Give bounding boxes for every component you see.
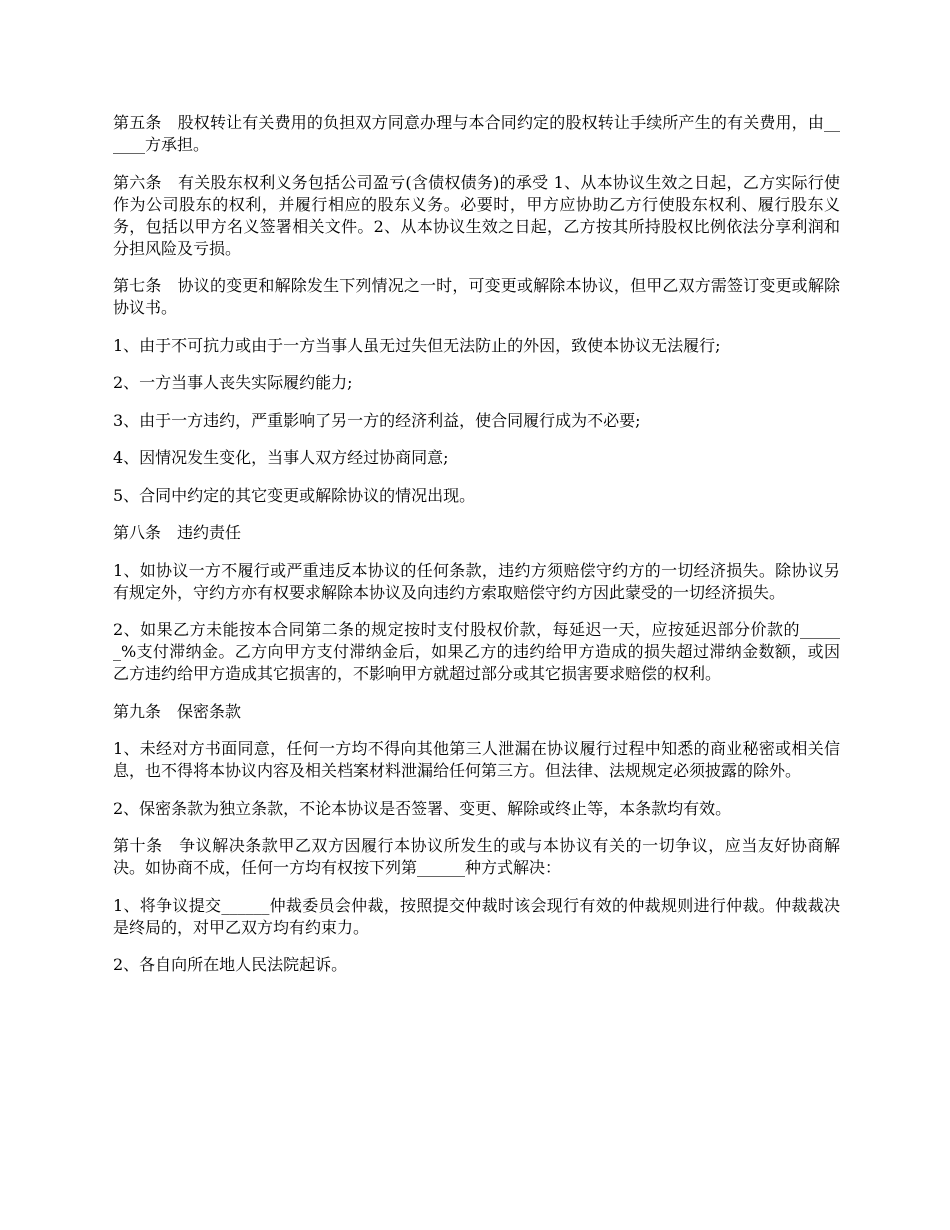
article-8-item-2: 2、如果乙方未能按本合同第二条的规定按时支付股权价款，每延迟一天，应按延迟部分价款的______%支付滞纳金。乙方向甲方支付滞纳金后，如果乙方的违约给甲方造成的损失超过滞纳金数额，或因乙方违约给甲方造成其它损害的，不影响甲方就超过部分或其它损害要求赔偿的权利。 bbox=[113, 620, 840, 683]
article-9-item-2: 2、保密条款为独立条款，不论本协议是否签署、变更、解除或终止等，本条款均有效。 bbox=[113, 798, 732, 818]
article-7-item-1: 1、由于不可抗力或由于一方当事人虽无过失但无法防止的外因，致使本协议无法履行; bbox=[113, 335, 721, 355]
article-7-change-termination: 第七条 协议的变更和解除发生下列情况之一时，可变更或解除本协议，但甲乙双方需签订变更或解除协议书。 bbox=[113, 276, 840, 317]
article-7-item-5: 5、合同中约定的其它变更或解除协议的情况出现。 bbox=[113, 485, 476, 505]
document-body bbox=[113, 112, 840, 992]
article-7-item-4: 4、因情况发生变化，当事人双方经过协商同意; bbox=[113, 448, 449, 467]
article-7-item-2: 2、一方当事人丧失实际履约能力; bbox=[113, 373, 353, 392]
article-7-item-3: 3、由于一方违约，严重影响了另一方的经济利益，使合同履行成为不必要; bbox=[113, 410, 641, 430]
article-8-heading: 第八条 违约责任 bbox=[113, 523, 242, 542]
article-5-fees: 第五条 股权转让有关费用的负担双方同意办理与本合同约定的股权转让手续所产生的有关费用，由______方承担。 bbox=[113, 113, 840, 154]
article-8-item-1: 1、如协议一方不履行或严重违反本协议的任何条款，违约方须赔偿守约方的一切经济损失。除协议另有规定外，守约方亦有权要求解除本协议及向违约方索取赔偿守约方因此蒙受的一切经济损失。 bbox=[113, 560, 840, 602]
article-10-item-1: 1、将争议提交______仲裁委员会仲裁，按照提交仲裁时该会现行有效的仲裁规则进行仲裁。仲裁裁决是终局的，对甲乙双方均有约束力。 bbox=[113, 895, 840, 937]
article-10-item-2: 2、各自向所在地人民法院起诉。 bbox=[113, 955, 348, 974]
article-6-rights-obligations: 第六条 有关股东权利义务包括公司盈亏(含债权债务)的承受 1、从本协议生效之日起，乙方实际行使作为公司股东的权利，并履行相应的股东义务。必要时，甲方应协助乙方行使股东权利、履行股东义务，包括以甲方名义签署相关文件。2、从本协议生效之日起，乙方按其所持股权比例依法分享利润和分担风险及亏损。 bbox=[113, 172, 840, 258]
article-9-item-1: 1、未经对方书面同意，任何一方均不得向其他第三人泄漏在协议履行过程中知悉的商业秘密或相关信息，也不得将本协议内容及相关档案材料泄漏给任何第三方。但法律、法规规定必须披露的除外。 bbox=[113, 739, 840, 780]
article-9-heading: 第九条 保密条款 bbox=[113, 701, 242, 721]
article-10-dispute-resolution: 第十条 争议解决条款甲乙双方因履行本协议所发生的或与本协议有关的一切争议，应当友好协商解决。如协商不成，任何一方均有权按下列第______种方式解决： bbox=[113, 836, 840, 877]
